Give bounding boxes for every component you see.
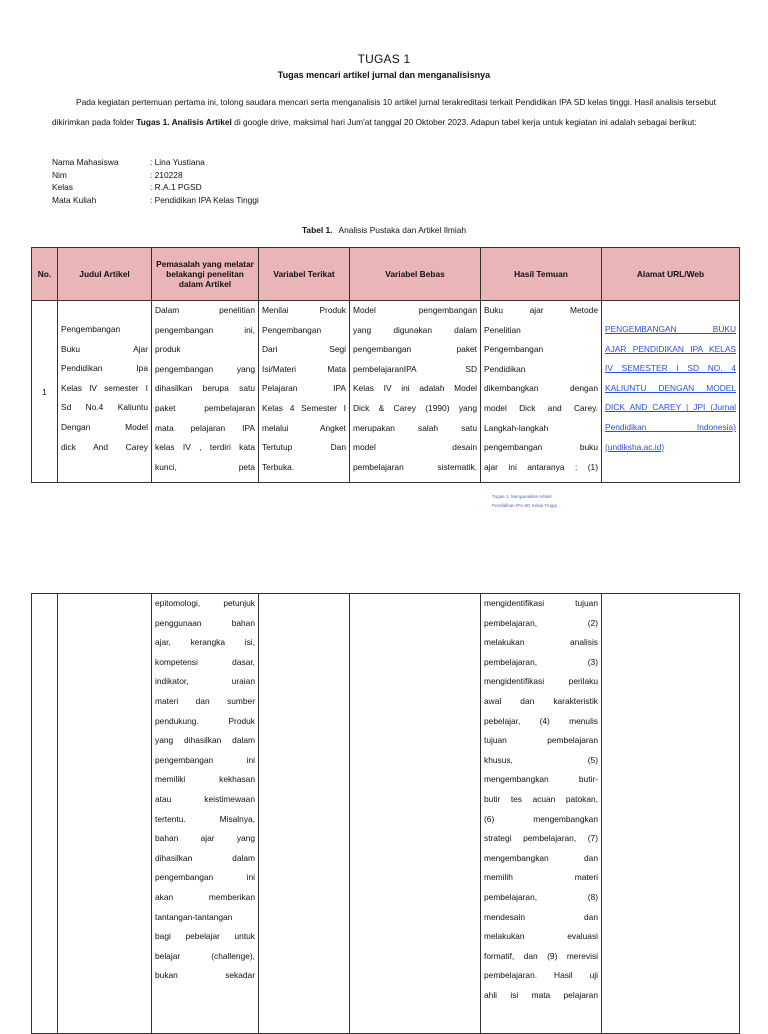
cell-line: yang digunakan dalam	[353, 324, 477, 335]
header-masalah: Pemasalah yang melatar belakangi penelitan dalam Artikel	[152, 248, 259, 301]
article-link[interactable]	[605, 320, 736, 457]
cell-line: bukan sekadar	[155, 970, 255, 981]
cell-line: dikembangkan dengan	[484, 383, 598, 394]
cell-line: Tertutup Dan	[262, 442, 346, 453]
cell-line: Dick & Carey (1990) yang	[353, 402, 477, 413]
cell-line[interactable]: KALIUNTU DENGAN MODEL	[605, 382, 736, 393]
cell-line: Dengan Model	[61, 421, 148, 432]
table-caption: Tabel 1. Analisis Pustaka dan Artikel Ilmiah	[301, 225, 467, 235]
bebas-cell	[350, 301, 481, 483]
header-judul: Judul Artikel	[58, 248, 152, 301]
cell-line: pengembangan yang	[155, 363, 255, 374]
cell-line: indikator, uraian	[155, 676, 255, 687]
cell-line: pembelajaran, (3)	[484, 656, 598, 667]
hasil-cell-continued	[481, 594, 602, 1034]
table-header-row	[32, 248, 740, 301]
cell-line: memiliki kekhasan	[155, 774, 255, 785]
cell-line: dihasilkan berupa satu	[155, 383, 255, 394]
cell-line: Pelajaran IPA	[262, 383, 346, 394]
cell-line: Pengembangan	[484, 344, 544, 355]
header-variabel-terikat: Variabel Terikat	[259, 248, 350, 301]
cell-line: pembelajaran. Hasil uji	[484, 970, 598, 981]
cell-line: penggunaan bahan	[155, 617, 255, 628]
cell-line[interactable]: DICK AND CAREY | JPI (Jurnal	[605, 402, 736, 413]
cell-line: pembelajaran, (8)	[484, 891, 598, 902]
cell-line: butir tes acuan patokan,	[484, 793, 598, 804]
cell-line: epitomologi, petunjuk	[155, 598, 255, 608]
cell-line: mengembangkan butir-	[484, 774, 598, 785]
judul-cell	[58, 301, 152, 483]
cell-line: dihasilkan dalam	[155, 852, 255, 863]
header-no: No.	[32, 248, 58, 301]
cell-line: atau keistimewaan	[155, 793, 255, 804]
cell-line: Terbuka.	[262, 461, 295, 472]
cell-line: Buku ajar Metode	[484, 305, 598, 315]
cell-line: paket pembelajaran	[155, 402, 255, 413]
cell-line[interactable]: PENGEMBANGAN BUKU	[605, 324, 736, 334]
cell-line: bahan ajar yang	[155, 833, 255, 844]
course-value: : Pendidikan IPA Kelas Tinggi	[150, 194, 259, 205]
cell-line[interactable]: AJAR PENDIDIKAN IPA KELAS	[605, 343, 736, 354]
analysis-table	[31, 247, 740, 483]
folder-name: Tugas 1. Analisis Artikel	[136, 117, 232, 127]
terikat-cell	[259, 301, 350, 483]
cell-line: (6) mengembangkan	[484, 813, 598, 824]
cell-line: Kelas IV ini adalah Model	[353, 383, 477, 394]
intro-paragraph: Pada kegiatan pertemuan pertama ini, tolong saudara mencari serta menganalisis 10 artikel jurnal terakreditasi terkait Pendidikan IPA SD kelas tinggi. Hasil analisis tersebut dikirimkan pada folder Tugas 1. Analisis Artikel di google drive, maksimal hari Jum'at tanggal 20 Oktober 2023. Adapun tabel kerja untuk kegiatan ini adalah sebagai berikut:	[52, 97, 716, 127]
cell-line: Dari Segi	[262, 344, 346, 355]
cell-line: kompetensi dasar,	[155, 656, 255, 667]
cell-line: bagi pebelajar untuk	[155, 931, 255, 942]
cell-line: ajar, kerangka isi,	[155, 637, 255, 648]
cell-line: mata pelajaran IPA	[155, 422, 255, 433]
page-footer: Tugas 1. Menganalisis Artikel Pendidikan IPA SD Kelas Tinggi	[492, 494, 557, 508]
cell-line: Isi/Materi Mata	[262, 363, 346, 374]
cell-line: tujuan pembelajaran	[484, 735, 598, 746]
cell-line[interactable]: (undiksha.ac.id)	[605, 441, 665, 452]
cell-line: strategi pembelajaran, (7)	[484, 833, 598, 844]
cell-line: ajar ini antaranya : (1)	[484, 461, 598, 472]
cell-line: belajar (challenge),	[155, 950, 255, 961]
cell-line: Pendidikan	[484, 363, 526, 374]
cell-line: Kelas IV semester I	[61, 382, 148, 393]
header-url: Alamat URL/Web	[602, 248, 740, 301]
cell-line: kelas IV , terdiri kata	[155, 442, 255, 453]
cell-line: pembelajaranIPA SD	[353, 363, 477, 374]
nim-label: Nim	[52, 169, 67, 180]
student-info	[52, 156, 259, 206]
cell-line: pengembangan buku	[484, 442, 598, 453]
cell-line: khusus, (5)	[484, 754, 598, 765]
cell-line: melalui Angket	[262, 422, 346, 433]
cell-line: tertentu. Misalnya,	[155, 813, 255, 824]
analysis-table-continued	[31, 593, 740, 1034]
cell-line: awal dan karakteristik	[484, 695, 598, 706]
masalah-cell-continued	[152, 594, 259, 1034]
cell-line: pengembangan ini,	[155, 324, 255, 335]
cell-line: memilih materi	[484, 872, 598, 883]
cell-line: pengembangan ini	[155, 754, 255, 765]
cell-line[interactable]: IV SEMESTER I SD NO. 4	[605, 363, 736, 374]
header-variabel-bebas: Variabel Bebas	[350, 248, 481, 301]
cell-line: mendesain dan	[484, 911, 598, 922]
cell-line: melakukan analisis	[484, 637, 598, 648]
cell-line: yang dihasilkan dalam	[155, 735, 255, 746]
cell-line: akan memberikan	[155, 891, 255, 902]
cell-line: pebelajar, (4) menulis	[484, 715, 598, 726]
cell-line: Pengembangan	[262, 324, 322, 335]
cell-line: pembelajaran sistematik.	[353, 461, 477, 472]
cell-line: pengembangan paket	[353, 344, 477, 355]
cell-line: Kelas 4 Semester I	[262, 402, 346, 413]
cell-line: model Dick and Carey.	[484, 402, 598, 413]
table-row-continued	[32, 594, 740, 1034]
cell-line: Langkah-langkah	[484, 422, 549, 433]
cell-line: model desain	[353, 442, 477, 453]
row-number: 1	[32, 301, 58, 483]
nim-value: : 210228	[150, 169, 183, 180]
cell-line: ahli isi mata pelajaran	[484, 989, 598, 1000]
cell-line: Sd No.4 Kaliuntu	[61, 402, 148, 413]
cell-line: kunci, peta	[155, 461, 255, 472]
cell-line: pengembangan ini	[155, 872, 255, 883]
cell-line: Menilai Produk	[262, 305, 346, 315]
cell-line: mengidentifikasi tujuan	[484, 598, 598, 608]
name-label: Nama Mahasiswa	[52, 157, 119, 167]
cell-line: Pengembangan	[61, 324, 121, 334]
cell-line: dick And Carey	[61, 441, 148, 452]
hasil-cell	[481, 301, 602, 483]
cell-line: Dalam penelitian	[155, 305, 255, 315]
cell-line[interactable]: Pendidikan Indonesia)	[605, 421, 736, 432]
header-hasil: Hasil Temuan	[481, 248, 602, 301]
cell-line: formatif, dan (9) merevisi	[484, 950, 598, 961]
cell-line: mengembangkan dan	[484, 852, 598, 863]
page-subtitle: Tugas mencari artikel jurnal dan menganalisisnya	[277, 70, 491, 80]
table-row	[32, 301, 740, 483]
cell-line: merupakan salah satu	[353, 422, 477, 433]
cell-line: tantangan-tantangan	[155, 911, 233, 922]
class-value: : R.A.1 PGSD	[150, 182, 202, 192]
cell-line: Model pengembangan	[353, 305, 477, 315]
cell-line: Buku Ajar	[61, 343, 148, 354]
cell-line: pendukung. Produk	[155, 715, 255, 726]
masalah-cell	[152, 301, 259, 483]
cell-line: melakukan evaluasi	[484, 931, 598, 942]
cell-line: pembelajaran, (2)	[484, 617, 598, 628]
page-title: TUGAS 1	[357, 52, 411, 66]
cell-line: materi dan sumber	[155, 695, 255, 706]
cell-line: produk	[155, 344, 181, 355]
name-value: : Lina Yustiana	[150, 157, 205, 167]
cell-line: Pendidikan Ipa	[61, 363, 148, 374]
class-label: Kelas	[52, 182, 73, 192]
course-label: Mata Kuliah	[52, 194, 97, 205]
url-cell	[602, 301, 740, 483]
cell-line: mengidentifikasi perilaku	[484, 676, 598, 687]
cell-line: Penelitian	[484, 324, 521, 335]
